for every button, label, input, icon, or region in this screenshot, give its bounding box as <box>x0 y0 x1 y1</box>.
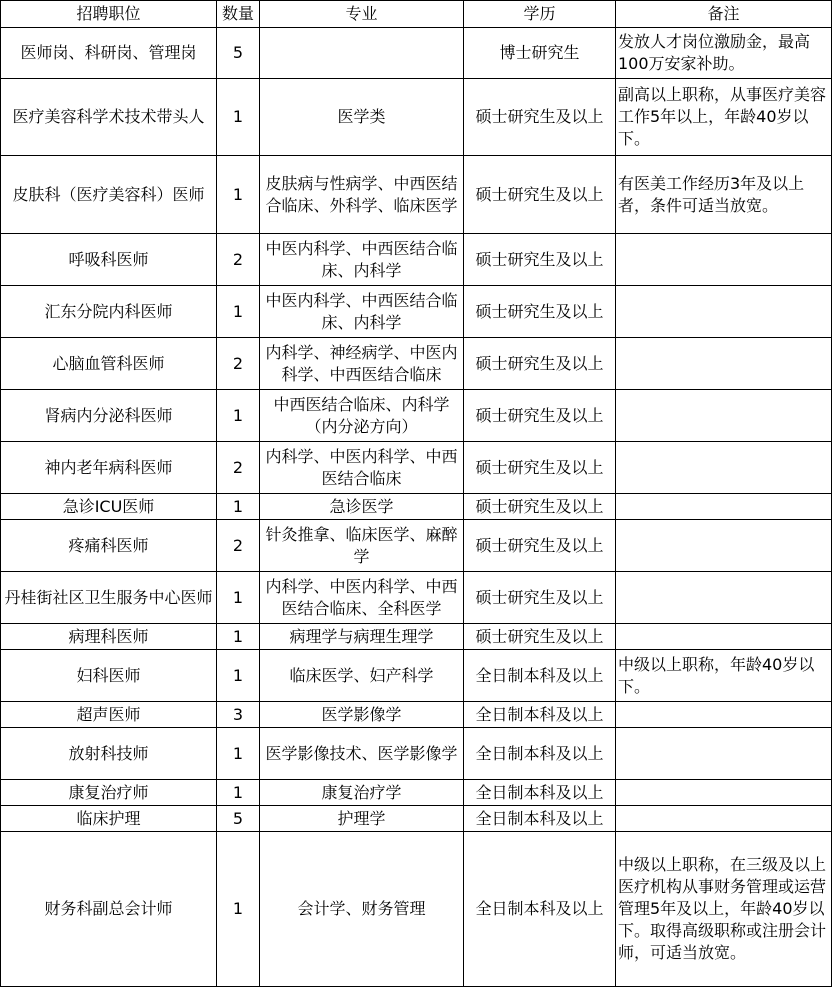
cell-count: 1 <box>217 572 260 624</box>
table-row <box>1 390 832 442</box>
cell-position: 财务科副总会计师 <box>1 832 217 987</box>
table-row <box>1 702 832 728</box>
table-row <box>1 338 832 390</box>
cell-notes <box>616 286 832 338</box>
cell-major: 针灸推拿、临床医学、麻醉学 <box>260 520 464 572</box>
table-row <box>1 286 832 338</box>
table-row <box>1 572 832 624</box>
cell-notes <box>616 806 832 832</box>
cell-major: 内科学、神经病学、中医内科学、中西医结合临床 <box>260 338 464 390</box>
cell-notes <box>616 520 832 572</box>
cell-major <box>260 28 464 79</box>
cell-count: 2 <box>217 520 260 572</box>
cell-count: 2 <box>217 442 260 494</box>
cell-count: 1 <box>217 728 260 780</box>
cell-education: 硕士研究生及以上 <box>464 234 616 286</box>
cell-major: 康复治疗学 <box>260 780 464 806</box>
table-row <box>1 650 832 702</box>
cell-notes: 副高以上职称，从事医疗美容工作5年以上，年龄40岁以下。 <box>616 79 832 156</box>
table-row <box>1 28 832 79</box>
cell-count: 5 <box>217 28 260 79</box>
cell-major: 皮肤病与性病学、中西医结合临床、外科学、临床医学 <box>260 156 464 234</box>
cell-position: 心脑血管科医师 <box>1 338 217 390</box>
cell-education: 硕士研究生及以上 <box>464 520 616 572</box>
cell-education: 全日制本科及以上 <box>464 650 616 702</box>
cell-major: 内科学、中医内科学、中西医结合临床、全科医学 <box>260 572 464 624</box>
cell-education: 全日制本科及以上 <box>464 806 616 832</box>
cell-count: 1 <box>217 650 260 702</box>
cell-position: 康复治疗师 <box>1 780 217 806</box>
cell-count: 1 <box>217 79 260 156</box>
cell-notes <box>616 780 832 806</box>
cell-position: 神内老年病科医师 <box>1 442 217 494</box>
cell-position: 超声医师 <box>1 702 217 728</box>
cell-major: 临床医学、妇产科学 <box>260 650 464 702</box>
table-row <box>1 156 832 234</box>
cell-major: 病理学与病理生理学 <box>260 624 464 650</box>
cell-notes: 发放人才岗位激励金，最高100万安家补助。 <box>616 28 832 79</box>
table-row <box>1 806 832 832</box>
cell-education: 全日制本科及以上 <box>464 702 616 728</box>
table-row <box>1 832 832 987</box>
table-row <box>1 494 832 520</box>
cell-major: 医学类 <box>260 79 464 156</box>
cell-position: 妇科医师 <box>1 650 217 702</box>
table-row <box>1 234 832 286</box>
cell-count: 1 <box>217 286 260 338</box>
cell-education: 硕士研究生及以上 <box>464 624 616 650</box>
cell-notes <box>616 442 832 494</box>
header-position: 招聘职位 <box>1 1 217 28</box>
cell-position: 医疗美容科学术技术带头人 <box>1 79 217 156</box>
cell-major: 内科学、中医内科学、中西医结合临床 <box>260 442 464 494</box>
cell-notes: 中级以上职称，年龄40岁以下。 <box>616 650 832 702</box>
cell-major: 中医内科学、中西医结合临床、内科学 <box>260 234 464 286</box>
cell-notes: 中级以上职称，在三级及以上医疗机构从事财务管理或运营管理5年及以上，年龄40岁以下。取得高级职称或注册会计师，可适当放宽。 <box>616 832 832 987</box>
cell-count: 1 <box>217 832 260 987</box>
cell-education: 硕士研究生及以上 <box>464 572 616 624</box>
table-row <box>1 520 832 572</box>
cell-education: 全日制本科及以上 <box>464 832 616 987</box>
cell-education: 博士研究生 <box>464 28 616 79</box>
cell-count: 2 <box>217 234 260 286</box>
cell-notes <box>616 624 832 650</box>
table-row <box>1 79 832 156</box>
table-row <box>1 442 832 494</box>
cell-notes <box>616 728 832 780</box>
cell-count: 1 <box>217 494 260 520</box>
header-major: 专业 <box>260 1 464 28</box>
cell-position: 疼痛科医师 <box>1 520 217 572</box>
cell-education: 全日制本科及以上 <box>464 728 616 780</box>
table-row <box>1 728 832 780</box>
cell-major: 医学影像学 <box>260 702 464 728</box>
cell-education: 硕士研究生及以上 <box>464 156 616 234</box>
table-row <box>1 780 832 806</box>
cell-major: 医学影像技术、医学影像学 <box>260 728 464 780</box>
cell-education: 全日制本科及以上 <box>464 780 616 806</box>
cell-count: 1 <box>217 780 260 806</box>
cell-major: 中西医结合临床、内科学（内分泌方向） <box>260 390 464 442</box>
cell-position: 临床护理 <box>1 806 217 832</box>
header-education: 学历 <box>464 1 616 28</box>
cell-education: 硕士研究生及以上 <box>464 442 616 494</box>
cell-count: 1 <box>217 390 260 442</box>
cell-position: 肾病内分泌科医师 <box>1 390 217 442</box>
cell-count: 1 <box>217 624 260 650</box>
cell-education: 硕士研究生及以上 <box>464 390 616 442</box>
table-row <box>1 624 832 650</box>
cell-count: 1 <box>217 156 260 234</box>
cell-education: 硕士研究生及以上 <box>464 79 616 156</box>
cell-notes: 有医美工作经历3年及以上者，条件可适当放宽。 <box>616 156 832 234</box>
cell-position: 急诊ICU医师 <box>1 494 217 520</box>
cell-count: 2 <box>217 338 260 390</box>
cell-position: 丹桂街社区卫生服务中心医师 <box>1 572 217 624</box>
cell-education: 硕士研究生及以上 <box>464 494 616 520</box>
cell-position: 呼吸科医师 <box>1 234 217 286</box>
cell-position: 汇东分院内科医师 <box>1 286 217 338</box>
cell-notes <box>616 338 832 390</box>
cell-notes <box>616 572 832 624</box>
cell-notes <box>616 390 832 442</box>
cell-education: 硕士研究生及以上 <box>464 338 616 390</box>
cell-notes <box>616 494 832 520</box>
cell-count: 5 <box>217 806 260 832</box>
cell-major: 中医内科学、中西医结合临床、内科学 <box>260 286 464 338</box>
cell-position: 医师岗、科研岗、管理岗 <box>1 28 217 79</box>
cell-major: 护理学 <box>260 806 464 832</box>
cell-major: 急诊医学 <box>260 494 464 520</box>
cell-count: 3 <box>217 702 260 728</box>
header-row <box>1 1 832 28</box>
cell-position: 病理科医师 <box>1 624 217 650</box>
cell-notes <box>616 702 832 728</box>
header-notes: 备注 <box>616 1 832 28</box>
cell-position: 放射科技师 <box>1 728 217 780</box>
cell-education: 硕士研究生及以上 <box>464 286 616 338</box>
cell-major: 会计学、财务管理 <box>260 832 464 987</box>
cell-notes <box>616 234 832 286</box>
header-count: 数量 <box>217 1 260 28</box>
cell-position: 皮肤科（医疗美容科）医师 <box>1 156 217 234</box>
